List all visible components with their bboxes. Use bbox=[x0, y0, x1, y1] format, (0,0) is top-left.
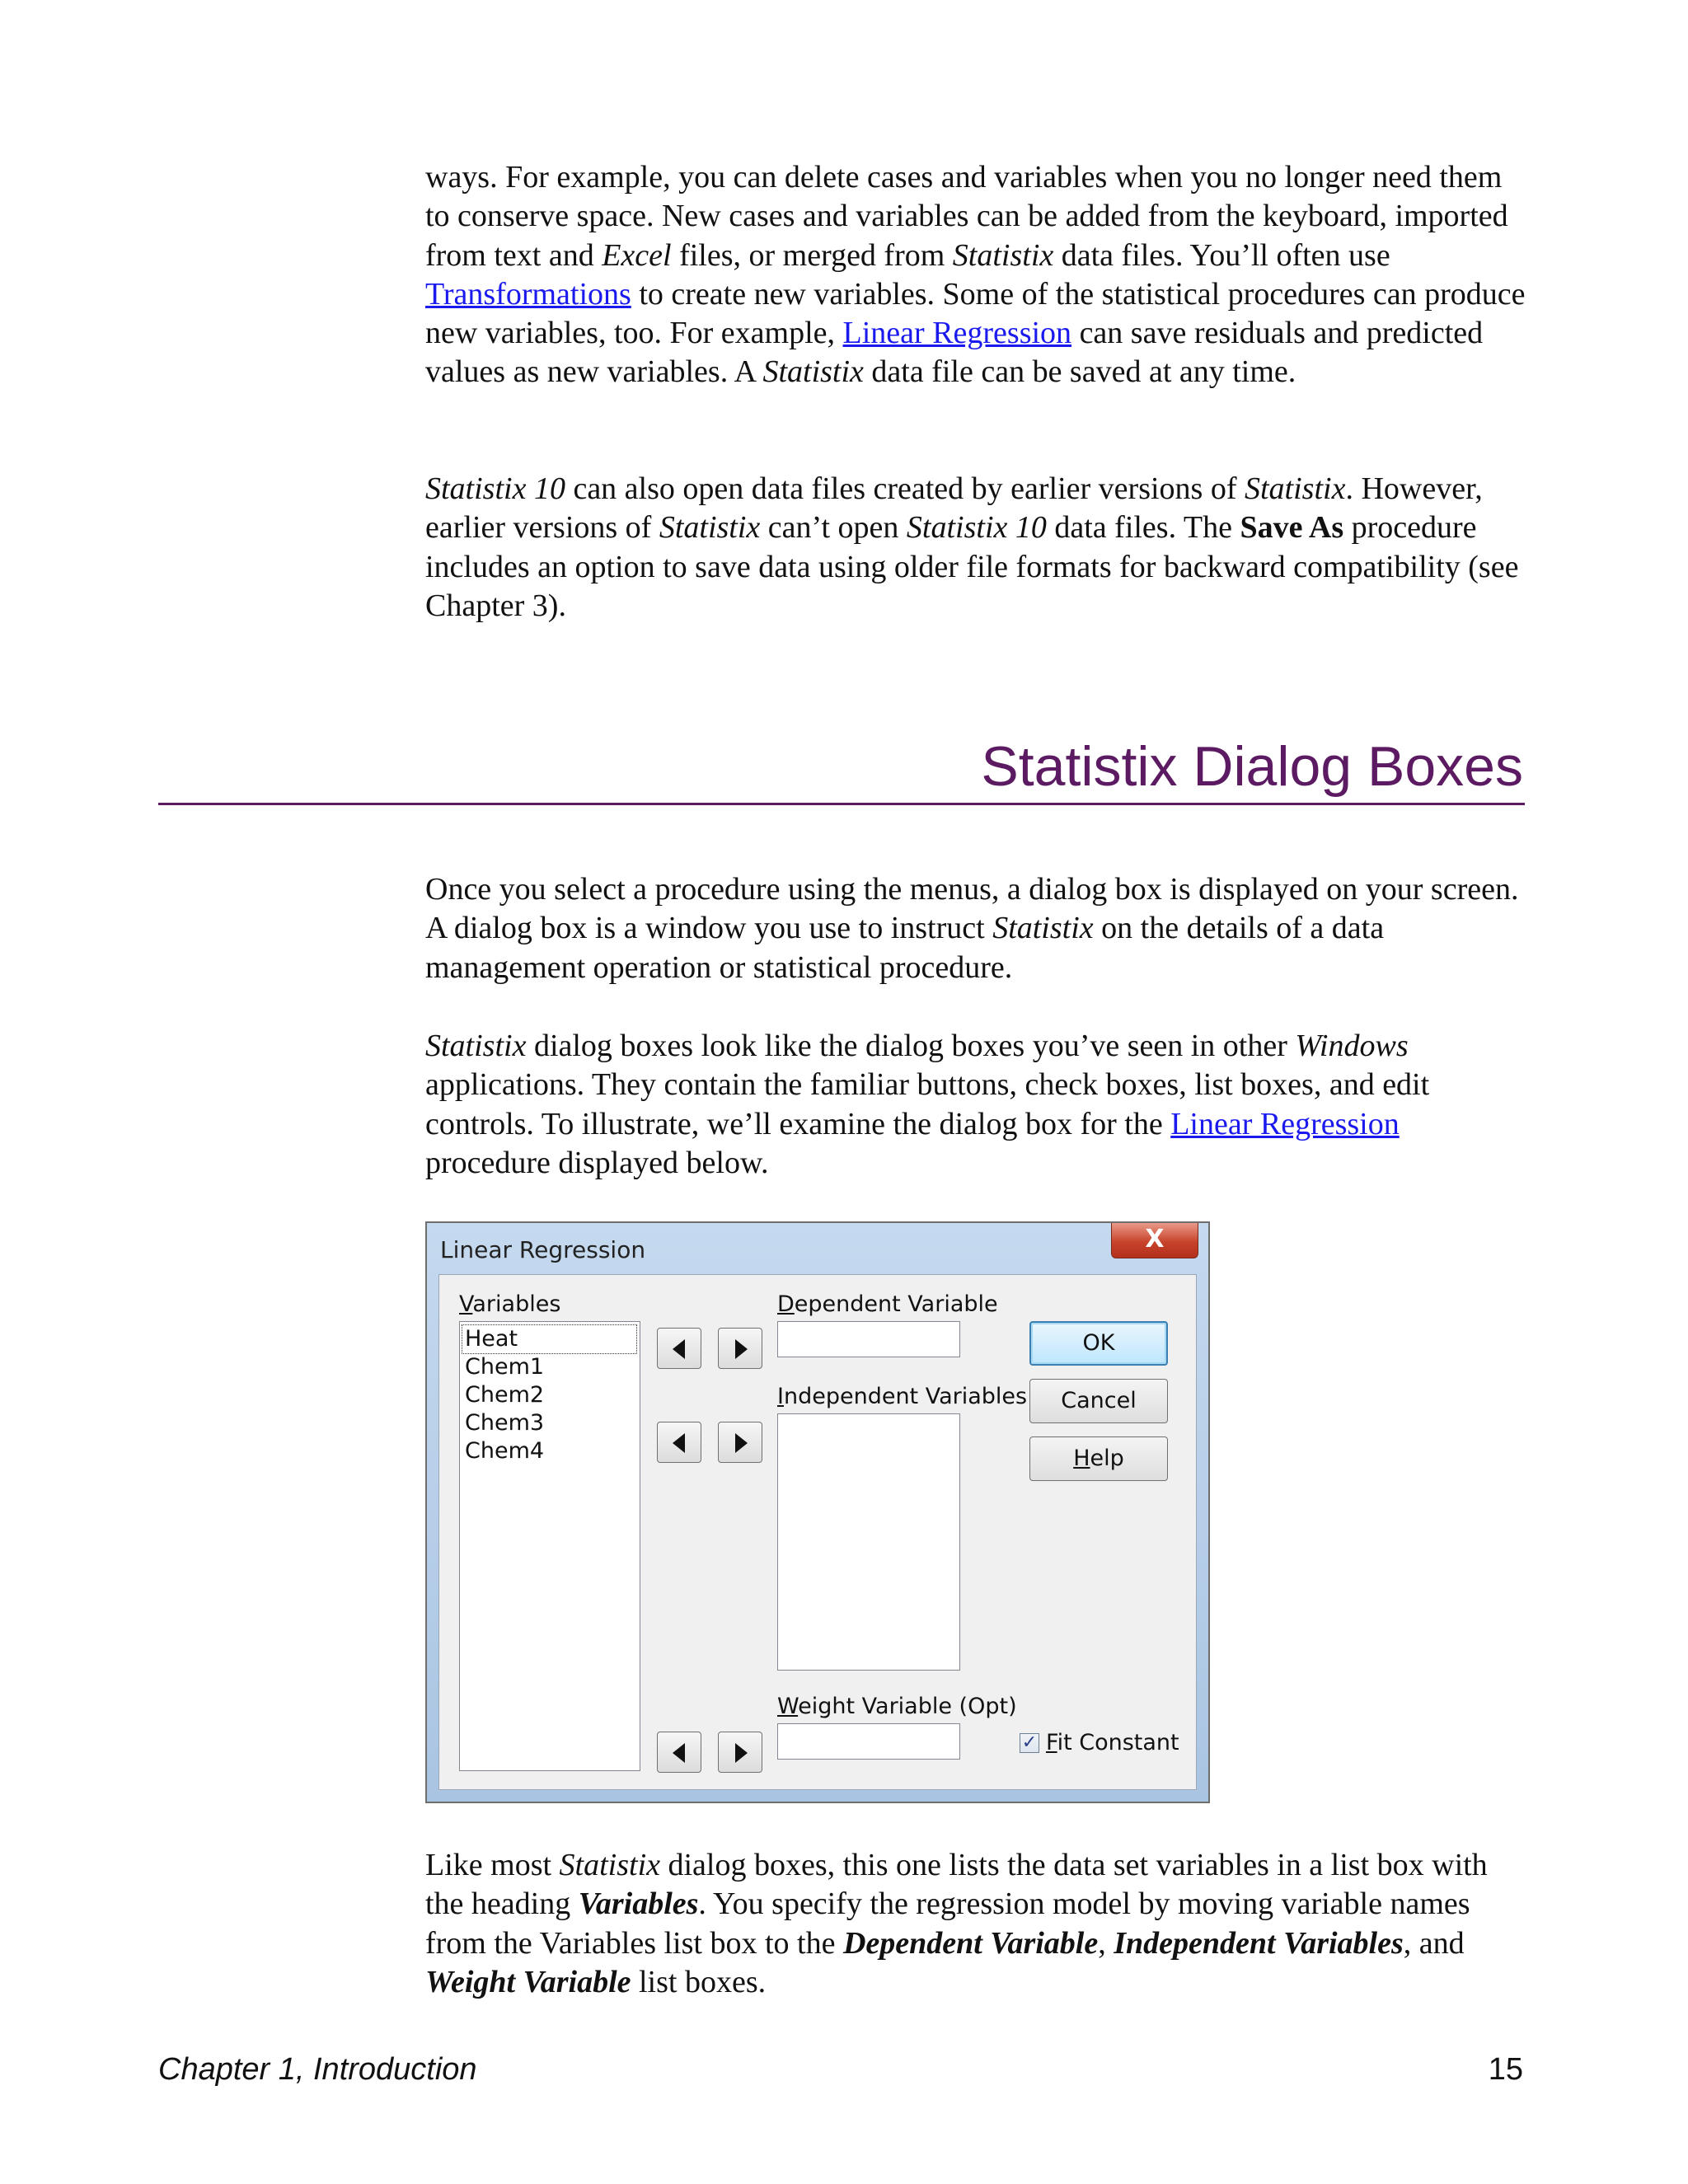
dependent-variable-field[interactable] bbox=[777, 1321, 960, 1357]
add-weight-button[interactable] bbox=[718, 1732, 762, 1773]
text-run: files, or merged from bbox=[671, 237, 953, 273]
text-run: , and bbox=[1403, 1925, 1465, 1961]
text-run: data files. You’ll often use bbox=[1053, 237, 1390, 273]
weight-variable-field[interactable] bbox=[777, 1723, 960, 1760]
linear-regression-dialog bbox=[425, 1221, 1210, 1803]
list-item[interactable]: Heat bbox=[462, 1325, 636, 1353]
label-text: ependent Variable bbox=[794, 1291, 998, 1317]
page-number: 15 bbox=[1488, 2052, 1523, 2087]
independent-variables-label bbox=[777, 1384, 1027, 1409]
text-run: procedure displayed below. bbox=[425, 1145, 769, 1180]
label-text: elp bbox=[1090, 1446, 1124, 1471]
text-run-italic: Statistix bbox=[762, 354, 864, 390]
label-text: it Constant bbox=[1057, 1730, 1179, 1755]
remove-independent-button[interactable] bbox=[657, 1422, 701, 1463]
text-run-italic: Statistix bbox=[659, 510, 761, 546]
text-run: dialog boxes, this one lists the data set variables in a list box with the heading bbox=[425, 1848, 1488, 1922]
section-title: Statistix Dialog Boxes bbox=[981, 735, 1523, 798]
text-run: list boxes. bbox=[631, 1964, 767, 1999]
paragraph-dialog-controls bbox=[425, 1027, 1530, 1183]
text-run: Once you select a procedure using the menus, a dialog box is displayed on your screen. A dialog box is a window you use to instruct bbox=[425, 872, 1519, 946]
text-run: data file can be saved at any time. bbox=[863, 354, 1296, 390]
arrow-left-icon bbox=[673, 1339, 685, 1359]
dialog-title: Linear Regression bbox=[440, 1236, 646, 1263]
paragraph-dialog-intro bbox=[425, 870, 1530, 987]
text-run-italic: Statistix 10 bbox=[906, 510, 1047, 546]
text-run: can also open data files created by earlier versions of bbox=[565, 471, 1245, 506]
text-run: procedure includes an option to save data using older file formats for backward compatibility (see Chapter 3). bbox=[425, 510, 1519, 623]
text-run-bold-italic: Variables bbox=[578, 1886, 699, 1922]
text-run: applications. They contain the familiar buttons, check boxes, list boxes, and edit controls. To illustrate, we’ll examine the dialog box for the bbox=[425, 1067, 1430, 1141]
independent-variables-listbox[interactable] bbox=[777, 1413, 960, 1671]
arrow-right-icon bbox=[735, 1433, 748, 1453]
dialog-client-area bbox=[438, 1274, 1197, 1790]
text-run-bold-italic: Dependent Variable bbox=[842, 1925, 1099, 1961]
label-text: eight Variable (Opt) bbox=[798, 1694, 1017, 1719]
list-item[interactable]: Chem4 bbox=[465, 1438, 545, 1464]
paragraph-dialog-description bbox=[425, 1846, 1530, 2002]
arrow-right-icon bbox=[735, 1743, 748, 1763]
help-button[interactable] bbox=[1029, 1436, 1168, 1481]
text-run-italic: Statistix bbox=[559, 1848, 660, 1882]
text-run: data files. The bbox=[1046, 510, 1240, 546]
text-run-italic: Statistix bbox=[992, 911, 1094, 946]
text-run: . However, earlier versions of bbox=[425, 471, 1483, 546]
accelerator-key: W bbox=[777, 1694, 799, 1719]
close-icon: X bbox=[1145, 1225, 1165, 1254]
text-run: Like most bbox=[425, 1848, 560, 1882]
text-run-bold-italic: Weight Variable bbox=[425, 1964, 631, 1999]
close-button[interactable] bbox=[1111, 1223, 1198, 1258]
list-item[interactable]: Chem3 bbox=[465, 1410, 545, 1436]
footer-chapter: Chapter 1, Introduction bbox=[158, 2052, 477, 2087]
accelerator-key: D bbox=[777, 1291, 795, 1317]
link-linear-regression[interactable]: Linear Regression bbox=[1170, 1106, 1400, 1141]
text-run: . You specify the regression model by moving variable names from the Variables list box to the bbox=[425, 1886, 1470, 1961]
paragraph-data-operations bbox=[425, 158, 1530, 392]
text-run: can save residuals and predicted values as new variables. A bbox=[425, 316, 1484, 390]
fit-constant-label[interactable] bbox=[1046, 1730, 1179, 1755]
accelerator-key: I bbox=[777, 1384, 784, 1409]
fit-constant-checkbox[interactable] bbox=[1020, 1733, 1039, 1753]
ok-button[interactable]: OK bbox=[1029, 1321, 1168, 1366]
link-transformations[interactable]: Transformations bbox=[425, 276, 631, 312]
text-run-italic: Statistix bbox=[952, 237, 1054, 273]
text-run: , bbox=[1098, 1925, 1114, 1961]
paragraph-file-compatibility bbox=[425, 470, 1530, 626]
section-rule bbox=[158, 803, 1525, 805]
text-run-italic: Statistix 10 bbox=[425, 471, 565, 506]
text-run-italic: Windows bbox=[1295, 1029, 1409, 1063]
add-dependent-button[interactable] bbox=[718, 1328, 762, 1369]
arrow-right-icon bbox=[735, 1339, 748, 1359]
text-run-italic: Statistix bbox=[425, 1029, 527, 1063]
label-text: ariables bbox=[472, 1291, 561, 1317]
variables-label bbox=[459, 1291, 560, 1317]
text-run-italic: Statistix bbox=[1245, 471, 1346, 506]
accelerator-key: V bbox=[459, 1291, 473, 1317]
text-run-italic: Excel bbox=[602, 237, 672, 273]
arrow-left-icon bbox=[673, 1433, 685, 1453]
variables-listbox[interactable] bbox=[459, 1321, 640, 1771]
remove-dependent-button[interactable] bbox=[657, 1328, 701, 1369]
arrow-left-icon bbox=[673, 1743, 685, 1763]
text-run-bold: Save As bbox=[1240, 510, 1344, 546]
text-run: can’t open bbox=[760, 510, 907, 546]
remove-weight-button[interactable] bbox=[657, 1732, 701, 1773]
weight-variable-label bbox=[777, 1694, 1017, 1719]
link-linear-regression[interactable]: Linear Regression bbox=[842, 316, 1072, 351]
list-item[interactable]: Chem1 bbox=[465, 1354, 545, 1380]
cancel-button[interactable]: Cancel bbox=[1029, 1379, 1168, 1423]
label-text: ndependent Variables bbox=[783, 1384, 1028, 1409]
add-independent-button[interactable] bbox=[718, 1422, 762, 1463]
text-run-bold-italic: Independent Variables bbox=[1114, 1925, 1404, 1961]
accelerator-key: H bbox=[1073, 1446, 1090, 1471]
accelerator-key: F bbox=[1046, 1730, 1057, 1755]
text-run: dialog boxes look like the dialog boxes you’ve seen in other bbox=[526, 1029, 1296, 1063]
dependent-variable-label bbox=[777, 1291, 998, 1317]
text-run: ways. For example, you can delete cases and variables when you no longer need them to conserve space. New cases and variables can be added from the keyboard, imported from text and bbox=[425, 160, 1508, 273]
text-run: on the details of a data management operation or statistical procedure. bbox=[425, 911, 1385, 985]
list-item[interactable]: Chem2 bbox=[465, 1382, 545, 1408]
text-run: to create new variables. Some of the statistical procedures can produce new variables, too. For example, bbox=[425, 276, 1526, 351]
checkmark-icon: ✓ bbox=[1021, 1732, 1038, 1753]
